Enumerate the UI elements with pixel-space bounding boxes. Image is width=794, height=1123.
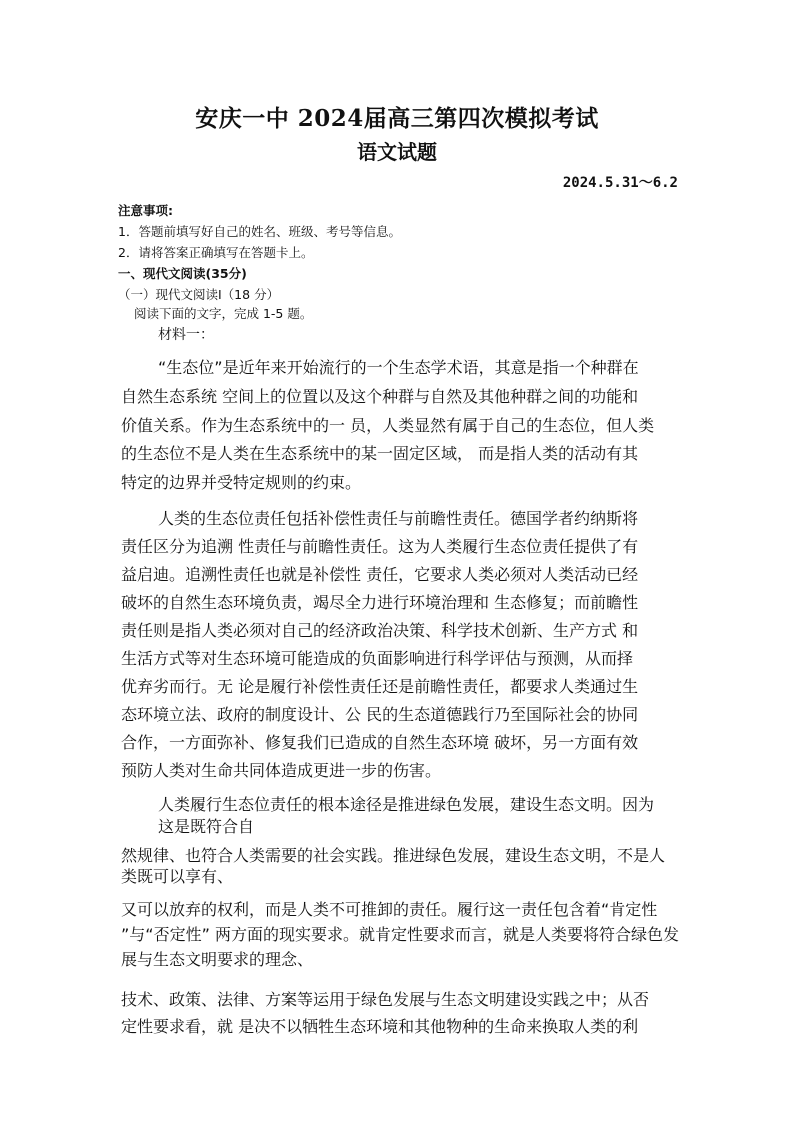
passage-line: 技术、政策、法律、方案等运用于绿色发展与生态文明建设实践之中；从否 — [121, 990, 650, 1009]
passage-line: 这是既符合自 — [158, 817, 255, 836]
page-title: 安庆一中 2024届高三第四次模拟考试 — [195, 105, 599, 132]
passage-line: 益启迪。追溯性责任也就是补偿性 责任，它要求人类必须对人类活动已经 — [121, 565, 639, 584]
passage-line: 责任则是指人类必须对自己的经济政治决策、科学技术创新、生产方式 和 — [121, 621, 639, 640]
passage-line: 类既可以享有、 — [121, 867, 234, 886]
passage-line: 生活方式等对生态环境可能造成的负面影响进行科学评估与预测，从而择 — [121, 649, 634, 668]
passage-line: 自然生态系统 空间上的位置以及这个种群与自然及其他种群之间的功能和 — [121, 387, 639, 406]
passage-line: 又可以放弃的权利，而是人类不可推卸的责任。履行这一责任包含着“肯定性 — [121, 900, 658, 919]
passage-line: 人类的生态位责任包括补偿性责任与前瞻性责任。德国学者约纳斯将 — [158, 509, 639, 528]
note-item: 2．请将答案正确填写在答题卡上。 — [118, 245, 314, 260]
exam-date: 2024.5.31～6.2 — [562, 175, 678, 191]
passage-line: 优弃劣而行。无 论是履行补偿性责任还是前瞻性责任，都要求人类通过生 — [121, 677, 639, 696]
passage-line: 态环境立法、政府的制度设计、公 民的生态道德践行乃至国际社会的协同 — [121, 705, 639, 724]
sub-section-heading: （一）现代文阅读Ⅰ（18 分） — [118, 287, 280, 302]
passage-line: 破坏的自然生态环境负责，竭尽全力进行环境治理和 生态修复；而前瞻性 — [121, 593, 639, 612]
page-subtitle: 语文试题 — [357, 140, 437, 164]
passage-line: 责任区分为追溯 性责任与前瞻性责任。这为人类履行生态位责任提供了有 — [121, 537, 639, 556]
passage-line: 的生态位不是人类在生态系统中的某一固定区域， 而是指人类的活动有其 — [121, 444, 639, 463]
passage-line: 展与生态文明要求的理念、 — [121, 950, 314, 969]
passage-line: 预防人类对生命共同体造成更进一步的伤害。 — [121, 761, 442, 780]
passage-line: “生态位”是近年来开始流行的一个生态学术语，其意是指一个种群在 — [158, 358, 639, 377]
material-label: 材料一： — [158, 327, 214, 343]
passage-line: 特定的边界并受特定规则的约束。 — [121, 473, 362, 492]
note-item: 1．答题前填写好自己的姓名、班级、考号等信息。 — [118, 224, 401, 239]
passage-line: 合作，一方面弥补、修复我们已造成的自然生态环境 破坏，另一方面有效 — [121, 733, 639, 752]
passage-line: 然规律、也符合人类需要的社会实践。推进绿色发展，建设生态文明，不是人 — [121, 846, 666, 865]
notes-heading: 注意事项: — [118, 203, 173, 218]
instruction-text: 阅读下面的文字，完成 1-5 题。 — [134, 306, 313, 321]
passage-line: 价值关系。作为生态系统中的一 员，人类显然有属于自己的生态位，但人类 — [121, 416, 655, 435]
passage-line: 定性要求看，就 是决不以牺牲生态环境和其他物种的生命来换取人类的利 — [121, 1017, 639, 1036]
section-heading: 一、现代文阅读(35分) — [118, 266, 247, 281]
passage-line: 人类履行生态位责任的根本途径是推进绿色发展，建设生态文明。因为 — [158, 795, 655, 814]
passage-line: ”与“否定性” 两方面的现实要求。就肯定性要求而言，就是人类要将符合绿色发 — [121, 925, 679, 944]
